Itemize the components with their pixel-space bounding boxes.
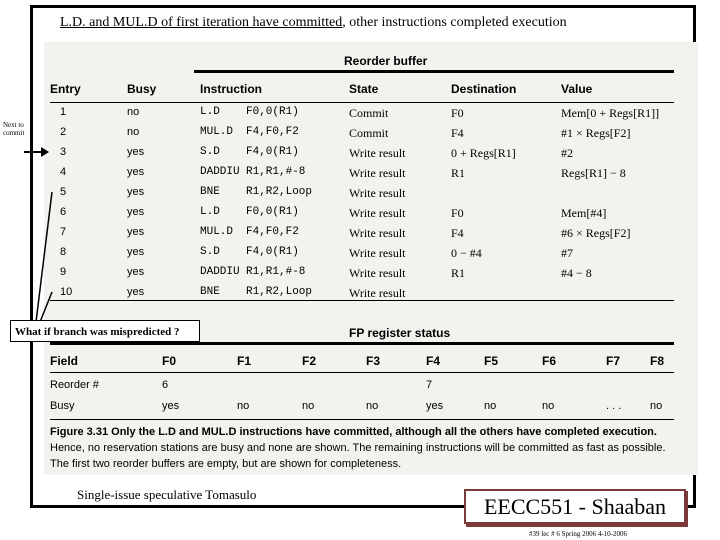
rb-cell-dest: R1 bbox=[451, 166, 466, 180]
col-busy-header: Busy bbox=[127, 82, 157, 96]
reorder-buffer-title: Reorder buffer bbox=[344, 54, 428, 68]
branch-pointer-line-1 bbox=[36, 192, 52, 322]
rb-cell-dest: F4 bbox=[451, 226, 464, 240]
rb-cell-state: Write result bbox=[349, 146, 406, 160]
rb-cell-args: R1,R2,Loop bbox=[246, 286, 313, 298]
rb-cell-busy: yes bbox=[127, 206, 145, 218]
rb-cell-state: Write result bbox=[349, 266, 406, 280]
fp-register-name: F0 bbox=[162, 354, 177, 368]
col-value-header: Value bbox=[561, 82, 593, 96]
rb-cell-entry: 8 bbox=[60, 246, 67, 258]
rb-cell-op: L.D bbox=[200, 206, 220, 218]
fp-register-name: F1 bbox=[237, 354, 252, 368]
mispredict-note: What if branch was mispredicted ? bbox=[10, 320, 200, 342]
rb-cell-value: #4 − 8 bbox=[561, 266, 592, 280]
fp-reorder-value: 7 bbox=[426, 379, 433, 391]
rb-cell-value: Mem[0 + Regs[R1]] bbox=[561, 106, 660, 120]
fp-reorder-label: Reorder # bbox=[50, 379, 99, 391]
course-brand-badge bbox=[466, 491, 688, 527]
rb-cell-op: BNE bbox=[200, 286, 220, 298]
rb-cell-value: Regs[R1] − 8 bbox=[561, 166, 626, 180]
rb-cell-busy: yes bbox=[127, 266, 145, 278]
rb-cell-op: L.D bbox=[200, 106, 220, 118]
rb-cell-state: Commit bbox=[349, 106, 389, 120]
rb-cell-state: Write result bbox=[349, 186, 406, 200]
rb-cell-dest: F0 bbox=[451, 206, 464, 220]
fp-register-name: F2 bbox=[302, 354, 317, 368]
caption-bold: Only the L.D and MUL.D instructions have committed, although all the others have completed execution. bbox=[111, 426, 657, 438]
slide-title-underlined: L.D. and MUL.D of first iteration have committed bbox=[60, 15, 343, 30]
rb-cell-op: DADDIU bbox=[200, 266, 240, 278]
rb-cell-entry: 5 bbox=[60, 186, 67, 198]
fp-register-status-title: FP register status bbox=[349, 326, 451, 340]
rb-cell-entry: 9 bbox=[60, 266, 67, 278]
rb-cell-args: F0,0(R1) bbox=[246, 106, 299, 118]
rb-cell-op: DADDIU bbox=[200, 166, 240, 178]
footer-subtitle: Single-issue speculative Tomasulo bbox=[77, 487, 257, 502]
fp-busy-value: no bbox=[650, 400, 663, 412]
fp-reorder-value: 6 bbox=[162, 379, 169, 391]
rb-cell-state: Write result bbox=[349, 166, 406, 180]
caption-rest: Hence, no reservation stations are busy and none are shown. The remaining instructions will be committed as fast as possible. The first two reorder buffers are empty, but are shown for completeness. bbox=[50, 442, 666, 470]
fp-busy-value: yes bbox=[162, 400, 180, 412]
rb-cell-args: F4,0(R1) bbox=[246, 246, 299, 258]
rb-cell-state: Commit bbox=[349, 126, 389, 140]
rb-cell-busy: yes bbox=[127, 166, 145, 178]
rb-cell-value: Mem[#4] bbox=[561, 206, 607, 220]
fp-register-name: F4 bbox=[426, 354, 441, 368]
rb-cell-op: BNE bbox=[200, 186, 220, 198]
fp-busy-label: Busy bbox=[50, 400, 75, 412]
rb-cell-entry: 4 bbox=[60, 166, 67, 178]
rb-cell-state: Write result bbox=[349, 206, 406, 220]
rb-cell-dest: R1 bbox=[451, 266, 466, 280]
rb-cell-busy: yes bbox=[127, 186, 145, 198]
fp-register-name: F7 bbox=[606, 354, 621, 368]
rb-cell-entry: 10 bbox=[60, 286, 73, 298]
rb-cell-value: #2 bbox=[561, 146, 573, 160]
col-destination-header: Destination bbox=[451, 82, 517, 96]
fp-busy-value: no bbox=[237, 400, 250, 412]
fp-busy-value: yes bbox=[426, 400, 444, 412]
course-brand-label: EECC551 - Shaaban bbox=[464, 489, 686, 524]
rb-cell-entry: 2 bbox=[60, 126, 67, 138]
rb-cell-args: F4,0(R1) bbox=[246, 146, 299, 158]
rb-cell-entry: 7 bbox=[60, 226, 67, 238]
rb-cell-args: F0,0(R1) bbox=[246, 206, 299, 218]
rb-cell-value: #7 bbox=[561, 246, 573, 260]
fp-busy-value: no bbox=[366, 400, 379, 412]
fp-busy-value: . . . bbox=[606, 400, 622, 412]
rb-cell-args: R1,R2,Loop bbox=[246, 186, 313, 198]
rb-cell-busy: yes bbox=[127, 146, 145, 158]
fp-field-label: Field bbox=[50, 354, 79, 368]
fp-register-name: F5 bbox=[484, 354, 499, 368]
rb-cell-value: #1 × Regs[F2] bbox=[561, 126, 631, 140]
fp-busy-value: no bbox=[542, 400, 555, 412]
rb-cell-op: S.D bbox=[200, 246, 220, 258]
rb-cell-state: Write result bbox=[349, 226, 406, 240]
rb-cell-op: MUL.D bbox=[200, 126, 234, 138]
rb-cell-op: MUL.D bbox=[200, 226, 234, 238]
fp-register-name: F8 bbox=[650, 354, 665, 368]
rb-cell-value: #6 × Regs[F2] bbox=[561, 226, 631, 240]
rb-cell-dest: 0 + Regs[R1] bbox=[451, 146, 516, 160]
rb-cell-entry: 3 bbox=[60, 146, 67, 158]
slide-title-rest: , other instructions completed execution bbox=[342, 15, 567, 30]
rb-cell-args: R1,R1,#-8 bbox=[246, 166, 306, 178]
fp-register-name: F6 bbox=[542, 354, 557, 368]
rb-cell-busy: yes bbox=[127, 226, 145, 238]
fp-register-name: F3 bbox=[366, 354, 381, 368]
rb-cell-entry: 6 bbox=[60, 206, 67, 218]
col-instruction-header: Instruction bbox=[200, 82, 262, 96]
fp-busy-value: no bbox=[484, 400, 497, 412]
rb-cell-state: Write result bbox=[349, 246, 406, 260]
slide-number-info: #39 lec # 6 Spring 2006 4-10-2006 bbox=[529, 530, 627, 538]
rb-cell-busy: yes bbox=[127, 286, 145, 298]
col-entry-header: Entry bbox=[50, 82, 81, 96]
fp-busy-value: no bbox=[302, 400, 315, 412]
branch-pointer-line-2 bbox=[40, 292, 52, 322]
rb-cell-args: R1,R1,#-8 bbox=[246, 266, 306, 278]
rb-cell-args: F4,F0,F2 bbox=[246, 126, 299, 138]
rb-cell-op: S.D bbox=[200, 146, 220, 158]
rb-cell-dest: F0 bbox=[451, 106, 464, 120]
rb-cell-state: Write result bbox=[349, 286, 406, 300]
rb-cell-busy: yes bbox=[127, 246, 145, 258]
col-state-header: State bbox=[349, 82, 379, 96]
rb-cell-entry: 1 bbox=[60, 106, 67, 118]
rb-cell-busy: no bbox=[127, 106, 140, 118]
next-to-commit-label: Next to commit bbox=[3, 121, 25, 137]
rb-cell-dest: 0 − #4 bbox=[451, 246, 482, 260]
rb-cell-busy: no bbox=[127, 126, 140, 138]
rb-cell-args: F4,F0,F2 bbox=[246, 226, 299, 238]
caption-lead: Figure 3.31 bbox=[50, 426, 109, 438]
rb-cell-dest: F4 bbox=[451, 126, 464, 140]
